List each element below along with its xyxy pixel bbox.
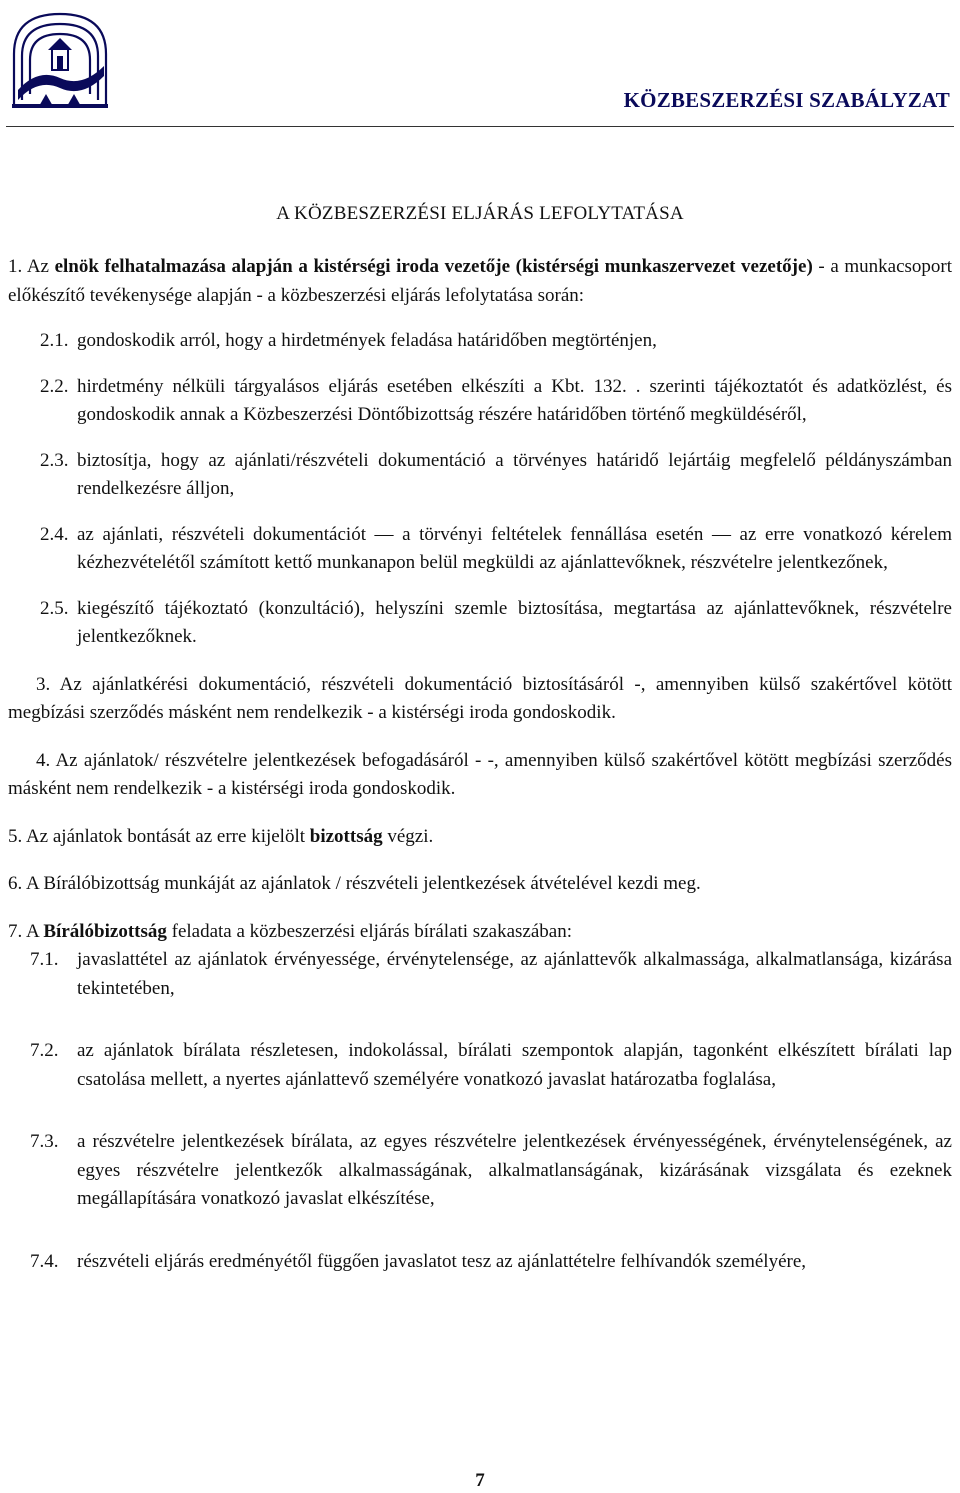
paragraph-1-bold: elnök felhatalmazása alapján a kistérségi iroda vezetője (kistérségi munkaszervezet vezetője) (54, 256, 813, 277)
header-title: KÖZBESZERZÉSI SZABÁLYZAT (623, 88, 950, 112)
regional-emblem-logo (8, 8, 112, 112)
list-item-7-3 (30, 1128, 952, 1214)
paragraph-1-post: - a munkacsoport előkészítő tevékenysége alapján - a közbeszerzési eljárás lefolytatása során: (8, 256, 953, 306)
item-number: 7.3. (30, 1131, 59, 1152)
paragraph-7-bold: Bírálóbizottság (43, 920, 167, 942)
item-text: gondoskodik arról, hogy a hirdetmények feladása határidőben megtörténjen, (77, 330, 657, 351)
document-title: A KÖZBESZERZÉSI ELJÁRÁS LEFOLYTATÁSA (276, 203, 684, 224)
list-item-7-1 (30, 946, 952, 1003)
list-item-7-2 (30, 1037, 952, 1094)
paragraph-1-number: 1. (8, 256, 23, 277)
list-item-2-4 (40, 521, 952, 578)
list-item-2-1 (40, 327, 952, 356)
paragraph-4: 4. Az ajánlatok/ részvételre jelentkezések befogadásáról - -, amennyiben külső szakértővel kötött megbízási szerződés másként nem rendelkezik - a kistérségi iroda gondoskodik. (8, 749, 952, 799)
document-body (8, 253, 952, 1276)
item-number: 2.3. (40, 449, 69, 471)
paragraph-7-post: feladata a közbeszerzési eljárás bírálati szakaszában: (166, 920, 572, 942)
item-number: 7.4. (30, 1250, 59, 1272)
header-divider (6, 126, 954, 127)
paragraph-1-pre: Az (26, 256, 55, 277)
item-number: 2.2. (40, 375, 69, 397)
list-item-2-5 (40, 595, 952, 652)
item-text: kiegészítő tájékoztató (konzultáció), helyszíni szemle biztosítása, megtartása az ajánlattevőknek, részvételre jelentkezőknek. (77, 597, 952, 647)
paragraph-7-pre: 7. A (8, 920, 44, 942)
list-item-2-2 (40, 373, 952, 430)
item-text: javaslattétel az ajánlatok érvényessége, érvénytelensége, az ajánlattevők alkalmassága, alkalmatlansága, kizárása tekintetében, (77, 949, 952, 999)
item-number: 2.1. (40, 330, 69, 351)
item-text: a részvételre jelentkezések bírálata, az egyes részvételre jelentkezések érvényességének, érvénytelenségének, az egyes részvételre jelentkezők alkalmasságának, alkalmatlanságának, kizárásának vizsgálata és ezeknek megállapítására vonatkozó javaslat elkészítése, (77, 1131, 952, 1209)
item-text: hirdetmény nélküli tárgyalásos eljárás esetében elkészíti a Kbt. 132. . szerinti tájékoztatót és adatközlést, és gondoskodik annak a Közbeszerzési Döntőbizottság részére határidőben történő megküldéséről, (77, 375, 952, 425)
item-text: részvételi eljárás eredményétől függően javaslatot tesz az ajánlattételre felhívandók személyére, (77, 1250, 807, 1272)
paragraph-1 (8, 253, 952, 310)
paragraph-7 (8, 918, 952, 947)
item-number: 7.2. (30, 1040, 59, 1061)
item-number: 2.4. (40, 523, 69, 545)
item-text: az ajánlati, részvételi dokumentációt — a törvényi feltételek fennállása esetén — az erre vonatkozó kérelem kézhezvételétől számított kettő munkanapon belül megküldi az ajánlattevőknek, részvételre jelentkezőnek, (77, 523, 952, 573)
paragraph-6: 6. A Bírálóbizottság munkáját az ajánlatok / részvételi jelentkezések átvételével kezdi meg. (8, 873, 701, 894)
list-item-7-4 (30, 1248, 952, 1277)
paragraph-5-bold: bizottság (309, 825, 383, 847)
item-number: 2.5. (40, 597, 69, 619)
item-number: 7.1. (30, 949, 59, 970)
item-text: az ajánlatok bírálata részletesen, indokolással, bírálati szempontok alapján, tagonként elkészített bírálati lap csatolása mellett, a nyertes ajánlattevő személyére vonatkozó javaslat határozatba foglalása, (77, 1040, 952, 1090)
paragraph-5-post: végzi. (382, 825, 434, 847)
paragraph-5 (8, 823, 952, 852)
paragraph-3: 3. Az ajánlatkérési dokumentáció, részvételi dokumentáció biztosításáról -, amennyiben külső szakértővel kötött megbízási szerződés másként nem rendelkezik - a kistérségi iroda gondoskodik. (8, 673, 952, 723)
list-item-2-3 (40, 447, 952, 504)
item-text: biztosítja, hogy az ajánlati/részvételi dokumentáció a törvényes határidő lejártáig megfelelő példányszámban rendelkezésre álljon, (77, 449, 952, 499)
page-number: 7 (475, 1470, 485, 1491)
paragraph-5-pre: 5. Az ajánlatok bontását az erre kijelölt (8, 825, 310, 847)
